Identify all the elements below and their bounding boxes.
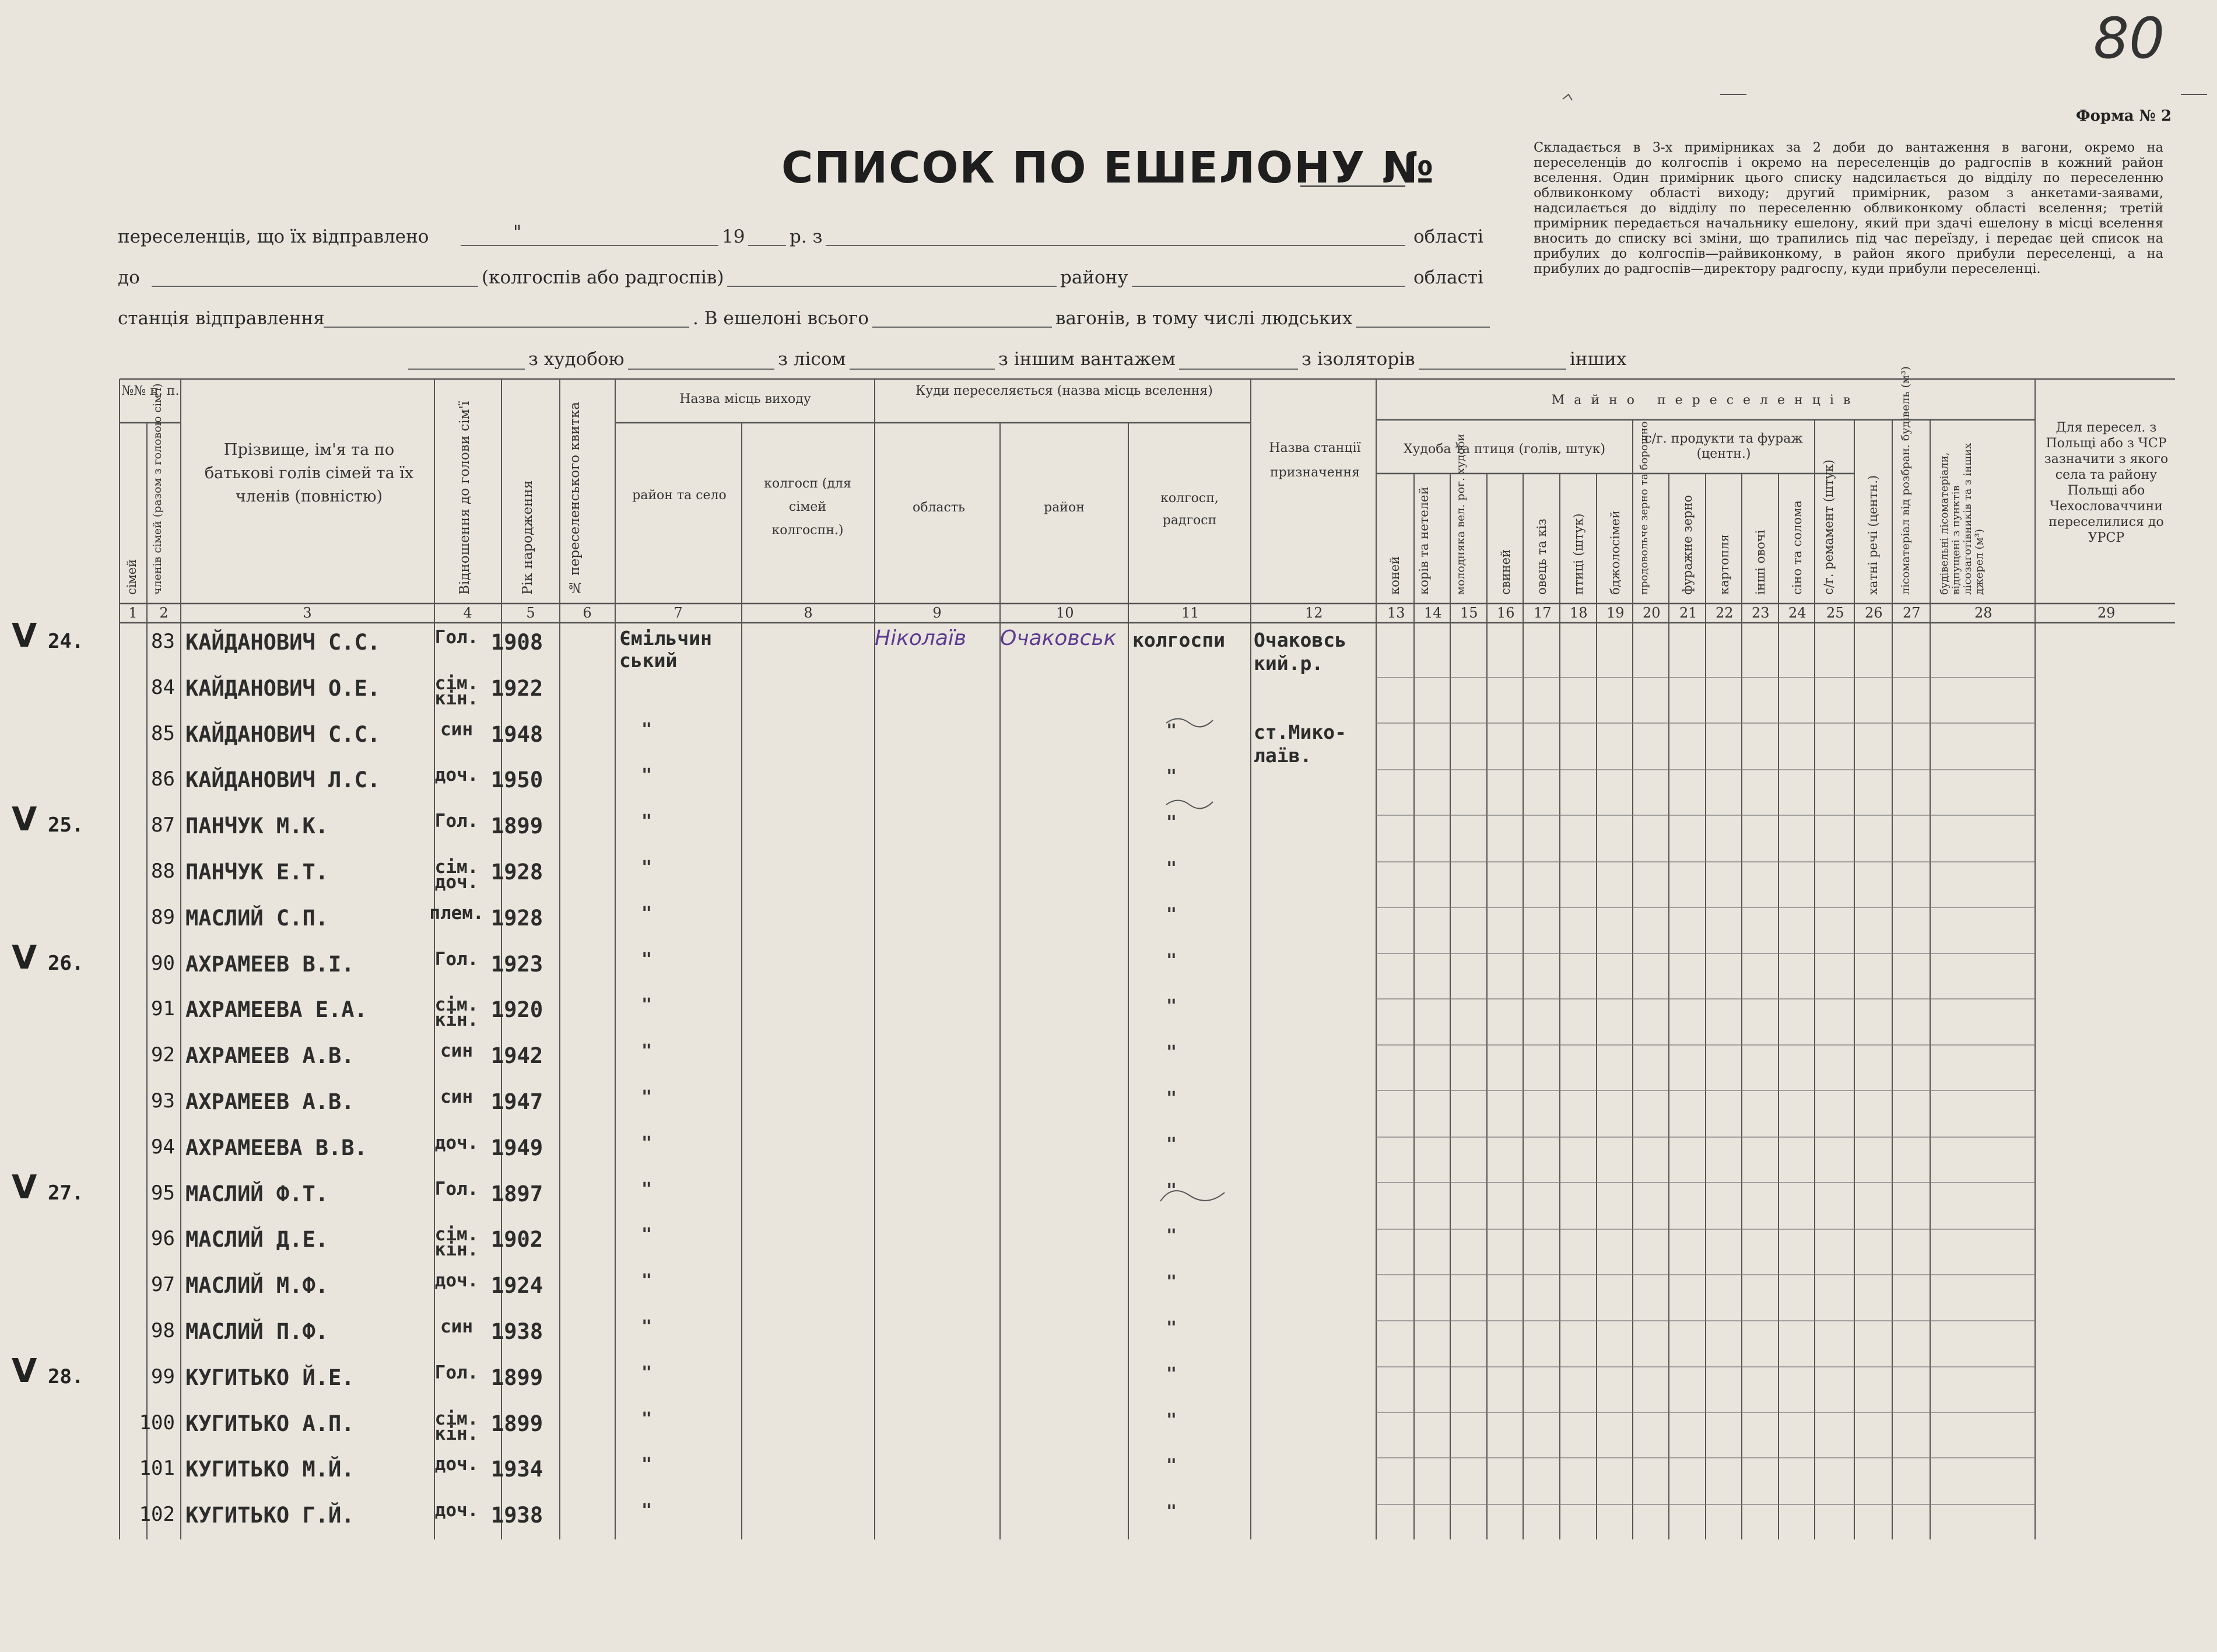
birth-year: 1902 [491,1227,543,1253]
exit-district: " [641,1041,653,1062]
column-number: 12 [1305,605,1323,621]
destination-kolhosp: " [1166,1042,1177,1063]
person-name: ПАНЧУК Е.Т. [185,860,329,885]
relation: доч. [434,764,479,786]
form-label: Форма № 2 [2076,107,2172,125]
col-9-header: область [912,500,966,515]
column-number: 19 [1606,605,1625,621]
exit-district: " [641,1500,653,1521]
family-number: 24. [48,630,84,653]
exit-district: " [641,857,653,878]
birth-year: 1938 [491,1319,543,1344]
member-number: 96 [151,1227,175,1251]
exit-district: " [641,995,653,1016]
col-16-header: свиней [1499,549,1513,595]
exit-district: " [641,949,653,970]
destination-kolhosp: " [1166,1409,1177,1430]
birth-year: 1928 [491,905,543,931]
exit-district: " [641,811,653,832]
exit-district: " [641,1317,653,1337]
destination-kolhosp: " [1166,950,1177,971]
exit-district: " [641,1362,653,1383]
member-number: 92 [151,1043,175,1067]
birth-year: 1948 [491,721,543,747]
handwritten-scribble [1166,801,1213,809]
col-6-header: № переселенського квитка [567,402,583,595]
col-nn-header: №№ п. п. [121,384,180,398]
member-number: 99 [151,1365,175,1388]
col-17-header: овець та кіз [1535,518,1549,595]
member-number: 89 [151,905,175,929]
birth-year: 1920 [491,997,543,1023]
exit-district: " [641,1454,653,1475]
check-mark: V [12,801,37,839]
person-name: АХРАМЕЕВА Е.А. [185,997,367,1023]
exit-district: " [641,1179,653,1199]
column-number: 14 [1424,605,1442,621]
relation: Гол. [434,1178,479,1199]
destination-kolhosp: " [1166,766,1177,787]
person-name: МАСЛИЙ Ф.Т. [185,1181,329,1206]
member-number: 100 [139,1411,175,1434]
person-name: КУГИТЬКО М.Й. [185,1457,355,1482]
destination-kolhosp: " [1166,1455,1177,1476]
column-number: 17 [1534,605,1552,621]
exit-district: " [641,1087,653,1107]
column-number: 8 [804,605,813,621]
member-number: 102 [139,1503,175,1527]
column-number: 2 [159,605,169,621]
relation: доч. [434,1454,479,1475]
col-8-header: колгосп (для сімей колгоспн.) [764,476,851,538]
relation: сім. кін. [434,1224,479,1261]
family-number: 28. [48,1365,84,1388]
header-line4-other: інших [1566,349,1630,370]
column-number: 27 [1903,605,1921,621]
member-number: 87 [151,813,175,837]
exit-district: " [641,903,653,924]
col-24-header: сіно та солома [1790,500,1804,595]
destination-kolhosp: колгоспи [1132,629,1225,651]
person-name: МАСЛИЙ П.Ф. [185,1319,329,1344]
destination-station: Очаковсь кий.р. [1254,629,1346,675]
birth-year: 1934 [491,1457,543,1482]
person-name: АХРАМЕЕВ А.В. [185,1043,355,1069]
person-name: ПАНЧУК М.К. [185,813,329,839]
page-number: 80 [2093,6,2165,71]
birth-year: 1899 [491,1365,543,1390]
member-number: 90 [151,951,175,975]
destination-kolhosp: " [1166,812,1177,833]
relation: сім. кін. [434,672,479,709]
person-name: АХРАМЕЕВ В.І. [185,951,355,977]
header-line4-livestock: з худобою [525,349,628,370]
destination-raion: Очаковськ [1000,626,1117,650]
col-18-header: птиці (штук) [1571,513,1585,595]
col-11-header: колгосп, радгосп [1160,491,1219,528]
exit-district: " [641,1132,653,1153]
exit-district: " [641,719,653,740]
column-number: 9 [932,605,942,621]
destination-kolhosp: " [1166,1180,1177,1201]
header-line1-from: р. з [786,226,826,247]
member-number: 85 [151,721,175,745]
col-22-header: картопля [1717,534,1731,595]
column-number: 6 [583,605,592,621]
person-name: МАСЛИЙ Д.Е. [185,1227,329,1253]
col-15-header: молодняка вел. рог. худоби [1454,433,1467,595]
handwritten-scribble [1166,719,1213,727]
member-number: 83 [151,630,175,653]
header-line3-total: . В ешелоні всього [689,308,872,329]
birth-year: 1908 [491,630,543,655]
check-mark: V [12,1352,37,1390]
family-number: 27. [48,1181,84,1205]
check-mark: V [12,938,37,977]
header-line3-label: станція відправлення [118,308,325,329]
destination-kolhosp: " [1166,720,1177,741]
member-number: 91 [151,997,175,1021]
col-3-header: Прізвище, ім'я та по батькові голів сімей та їх членів (повністю) [204,441,414,506]
instruction-paragraph: Складається в 3-х примірниках за 2 доби до вантаження в вагони, окремо на переселенців до колгоспів і окремо на переселенців до радгоспів в кожний район вселення. Один примірник цього списку надсилається до відділу по переселенню облвиконкому області виходу; другий примірник, разом з анкетами-заявами, надсилається до відділу по переселенню облвиконкому області вселення; третій примірник передається начальнику ешелону, який при здачі ешелону в місці вселення вносить до списку всі зміни, що трапились під час переїзду, і передає цей список на прибулих до колгоспів—райвиконкому, в район якого прибули переселенці, а на прибулих до радгоспів—директору радгоспу, куди прибули переселенці. [1534,140,2163,276]
col-29-header: Для пересел. з Польщі або з ЧСР зазначити з якого села та району Польщі або Чехословаччини переселилися до УРСР [2044,420,2169,545]
birth-year: 1899 [491,813,543,839]
column-number: 28 [1974,605,1993,621]
col-10-header: район [1044,500,1085,515]
destination-kolhosp: " [1166,1134,1177,1155]
person-name: КАЙДАНОВИЧ С.С. [185,721,381,747]
member-number: 94 [151,1135,175,1159]
relation: син [440,1086,473,1107]
column-number: 4 [463,605,472,621]
destination-kolhosp: " [1166,858,1177,879]
destination-kolhosp: " [1166,904,1177,925]
exit-district: " [641,1225,653,1246]
header-line1-label: переселенців, що їх відправлено [118,226,429,247]
column-number: 5 [526,605,535,621]
col-13-header: коней [1388,556,1402,595]
header-line2-oblast: області [1413,267,1483,288]
member-number: 93 [151,1089,175,1113]
col-27-header: лісоматеріал від розбран. будівель (м³) [1899,366,1912,595]
person-name: КУГИТЬКО Й.Е. [185,1365,355,1390]
destination-station: ст.Мико- лаїв. [1254,720,1346,767]
header-line1-year: 19 [718,226,748,247]
col-19-header: бджолосімей [1608,510,1622,595]
exit-district: " [641,1408,653,1429]
column-number: 3 [303,605,312,621]
destination-kolhosp: " [1166,1363,1177,1384]
column-number: 22 [1716,605,1734,621]
birth-year: 1949 [491,1135,543,1160]
relation: син [440,1316,473,1337]
destination-kolhosp: " [1166,1272,1177,1293]
person-name: МАСЛИЙ С.П. [185,905,329,931]
column-number: 1 [128,605,138,621]
check-mark: V [12,1168,37,1206]
person-name: КАЙДАНОВИЧ Л.С. [185,767,381,793]
handwritten-tick [1563,94,1572,100]
member-number: 98 [151,1319,175,1342]
birth-year: 1924 [491,1273,543,1299]
header-line4-other-cargo: з іншим вантажем [995,349,1179,370]
column-number: 15 [1460,605,1478,621]
destination-kolhosp: " [1166,1318,1177,1338]
person-name: МАСЛИЙ М.Ф. [185,1273,329,1299]
header-line2-raion: району [1057,267,1132,288]
dest-group-header: Куди переселяється (назва місць вселення) [915,384,1213,398]
person-name: КАЙДАНОВИЧ О.Е. [185,675,381,701]
relation: доч. [434,1500,479,1521]
birth-year: 1897 [491,1181,543,1206]
birth-year: 1899 [491,1411,543,1436]
livestock-group-header: Худоба та птиця (голів, штук) [1403,442,1606,457]
relation: Гол. [434,948,479,970]
birth-year: 1942 [491,1043,543,1069]
col-1-header: сімей [125,559,139,595]
person-name: КУГИТЬКО А.П. [185,1411,355,1436]
exit-district: Ємільчин ський [619,627,712,672]
destination-kolhosp: " [1166,996,1177,1017]
col-2-header: членів сімей (разом з головою сім'ї) [151,383,164,595]
col-21-header: фуражне зерно [1681,494,1695,595]
header-line1-quote: " [513,222,522,243]
col-12-header: Назва станції призначення [1269,441,1361,480]
header-line2-type: (колгоспів або радгоспів) [478,267,727,288]
person-name: АХРАМЕЕВА В.В. [185,1135,367,1160]
destination-kolhosp: " [1166,1226,1177,1247]
relation: Гол. [434,1362,479,1383]
relation: сім. кін. [434,994,479,1031]
column-number: 10 [1056,605,1074,621]
person-name: КАЙДАНОВИЧ С.С. [185,630,381,655]
birth-year: 1923 [491,951,543,977]
exit-group-header: Назва місць виходу [679,392,811,406]
destination-kolhosp: " [1166,1502,1177,1523]
relation: плем. [429,902,484,924]
exit-district: " [641,765,653,786]
relation: син [440,718,473,740]
property-group-header: Майно переселенців [1551,393,1860,408]
person-name: АХРАМЕЕВ А.В. [185,1089,355,1114]
birth-year: 1938 [491,1503,543,1528]
relation: Гол. [434,811,479,832]
relation: сім. кін. [434,1408,479,1444]
col-4-header: Відношення до голови сім'ї [457,401,472,595]
col-25-header: с/г. ремамент (штук) [1822,460,1836,595]
header-line3-wagons: вагонів, в тому числі людських [1052,308,1356,329]
column-number: 13 [1387,605,1405,621]
relation: Гол. [434,627,479,648]
col-26-header: хатні речі (центн.) [1866,475,1880,595]
member-number: 97 [151,1273,175,1297]
member-number: 84 [151,675,175,699]
column-number: 7 [673,605,683,621]
column-number: 11 [1181,605,1199,621]
destination-oblast: Ніколаїв [875,626,967,650]
birth-year: 1947 [491,1089,543,1114]
col-23-header: інші овочі [1753,529,1767,595]
birth-year: 1922 [491,675,543,701]
birth-year: 1928 [491,860,543,885]
col-5-header: Рік народження [520,480,535,595]
column-number: 23 [1752,605,1770,621]
header-line2-label: до [118,267,140,288]
column-number: 20 [1643,605,1661,621]
col-14-header: корів та нетелей [1417,486,1431,595]
column-number: 24 [1788,605,1806,621]
member-number: 101 [139,1457,175,1481]
col-7-header: район та село [632,488,727,503]
column-number: 26 [1865,605,1883,621]
relation: сім. доч. [434,857,479,893]
column-number: 29 [2097,605,2116,621]
exit-district: " [641,1271,653,1292]
handwritten-scribble [1160,1191,1225,1201]
birth-year: 1950 [491,767,543,793]
agri-group-header: с/г. продукти та фураж (центн.) [1644,432,1803,461]
family-number: 26. [48,951,84,975]
relation: доч. [434,1132,479,1153]
relation: син [440,1040,473,1062]
check-mark: V [12,617,37,655]
relation: доч. [434,1270,479,1292]
column-number: 21 [1679,605,1697,621]
column-number: 18 [1570,605,1588,621]
destination-kolhosp: " [1166,1088,1177,1109]
header-line1-oblast: області [1413,226,1483,247]
member-number: 88 [151,860,175,883]
col-20-header: продовольче зерно та борошно [1638,421,1650,595]
col-28-header: будівельні лісоматеріали, відпущені з пунктів лісозаготівників та з інших джерел (м³) [1938,443,1986,595]
header-line4-timber: з лісом [774,349,850,370]
column-number: 25 [1826,605,1844,621]
column-number: 16 [1497,605,1515,621]
family-number: 25. [48,813,84,837]
member-number: 95 [151,1181,175,1205]
member-number: 86 [151,767,175,791]
header-line4-isolators: з ізоляторів [1298,349,1419,370]
person-name: КУГИТЬКО Г.Й. [185,1503,355,1528]
page-title: СПИСОК ПО ЕШЕЛОНУ № [781,143,1435,193]
